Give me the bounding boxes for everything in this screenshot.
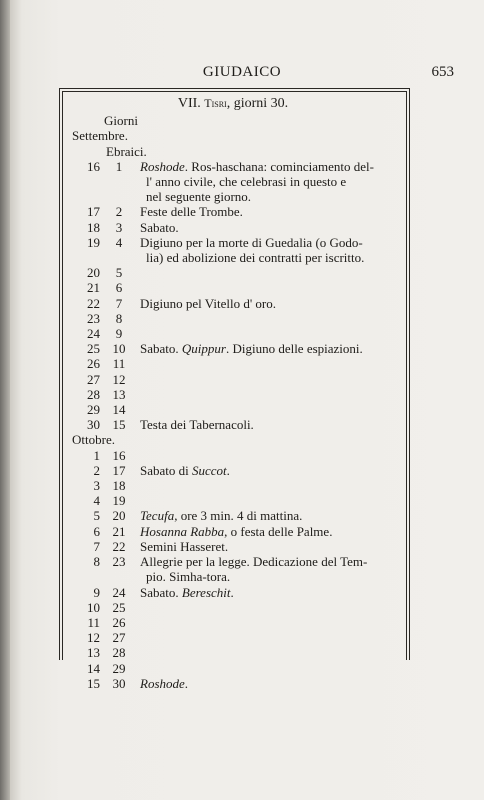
gregorian-day: 18 bbox=[87, 219, 100, 235]
gregorian-day: 24 bbox=[87, 326, 100, 342]
note-text: Allegrie per la legge. Dedicazione del Tem- bbox=[140, 554, 368, 570]
gregorian-day: 8 bbox=[93, 554, 100, 570]
note-italic: Bereschit bbox=[181, 584, 231, 600]
table-row bbox=[64, 296, 402, 311]
october-rows bbox=[64, 448, 402, 691]
hebrew-day: 12 bbox=[112, 371, 126, 387]
gregorian-day: 3 bbox=[93, 478, 100, 494]
day-note bbox=[138, 554, 402, 584]
gregorian-day: 7 bbox=[93, 538, 100, 554]
gregorian-day: 23 bbox=[87, 310, 100, 326]
hebrew-day: 30 bbox=[112, 675, 126, 691]
day-note bbox=[138, 463, 402, 478]
hebrew-day: 18 bbox=[112, 478, 126, 494]
gregorian-day: 1 bbox=[93, 447, 100, 463]
gregorian-day: 16 bbox=[87, 158, 100, 174]
note-italic: Tecufa bbox=[140, 508, 175, 524]
running-head-title: GIUDAICO bbox=[202, 64, 282, 80]
gregorian-day: 21 bbox=[87, 280, 100, 296]
hebrew-day: 28 bbox=[112, 645, 126, 661]
september-rows bbox=[64, 159, 402, 433]
hebrew-day: 24 bbox=[112, 584, 126, 600]
note-text: . Ros-haschana: cominciamento del- bbox=[184, 158, 374, 174]
month-title-suffix: , giorni 30. bbox=[226, 96, 289, 111]
day-note bbox=[138, 417, 402, 432]
calendar-table bbox=[64, 96, 402, 691]
gregorian-day: 26 bbox=[87, 356, 100, 372]
hebrew-day: 27 bbox=[112, 630, 126, 646]
gregorian-day: 25 bbox=[87, 341, 100, 357]
table-row bbox=[64, 220, 402, 235]
table-row bbox=[64, 204, 402, 219]
hebrew-day: 14 bbox=[112, 402, 126, 418]
table-row bbox=[64, 508, 402, 523]
hebrew-day: 7 bbox=[115, 295, 123, 311]
table-row bbox=[64, 585, 402, 600]
column-header-ottobre: Ottobre. bbox=[72, 432, 115, 448]
table-row bbox=[64, 539, 402, 554]
gregorian-day: 6 bbox=[93, 523, 100, 539]
hebrew-day: 25 bbox=[112, 599, 126, 615]
day-note bbox=[138, 676, 402, 691]
gregorian-day: 13 bbox=[87, 645, 100, 661]
hebrew-day: 9 bbox=[115, 326, 123, 342]
column-header-settembre: Settembre. bbox=[72, 128, 128, 144]
note-continuation: l' anno civile, che celebrasi in questo e bbox=[146, 174, 347, 190]
table-row bbox=[64, 463, 402, 478]
column-header-ebraici: Ebraici. bbox=[106, 143, 147, 159]
hebrew-day: 22 bbox=[112, 538, 126, 554]
gregorian-day: 17 bbox=[87, 204, 100, 220]
hebrew-day: 8 bbox=[115, 310, 123, 326]
note-text: , ore 3 min. 4 di mattina. bbox=[174, 508, 303, 524]
gregorian-day: 29 bbox=[87, 402, 100, 418]
table-row bbox=[64, 417, 402, 432]
table-row bbox=[64, 280, 402, 295]
page-number: 653 bbox=[431, 64, 454, 80]
note-text: Digiuno per la morte di Guedalia (o Godo- bbox=[140, 234, 363, 250]
table-row bbox=[64, 661, 402, 676]
gregorian-day: 2 bbox=[93, 462, 100, 478]
book-spine-shadow bbox=[0, 0, 10, 800]
gregorian-day: 28 bbox=[87, 386, 100, 402]
note-italic: Succot bbox=[192, 462, 227, 478]
note-italic: Hosanna Rabba bbox=[140, 523, 225, 539]
day-note bbox=[138, 341, 402, 356]
gregorian-day: 15 bbox=[87, 675, 100, 691]
month-title-prefix: VII. bbox=[177, 96, 205, 111]
note-continuation: nel seguente giorno. bbox=[146, 189, 252, 205]
table-row bbox=[64, 402, 402, 417]
note-text: . bbox=[184, 675, 189, 691]
note-continuation: pio. Simha-tora. bbox=[146, 569, 231, 585]
gregorian-day: 20 bbox=[87, 265, 100, 281]
note-text: . Digiuno delle espiazioni. bbox=[225, 341, 363, 357]
gregorian-day: 10 bbox=[87, 599, 100, 615]
day-note bbox=[138, 235, 402, 265]
gregorian-day: 27 bbox=[87, 371, 100, 387]
hebrew-day: 3 bbox=[115, 219, 123, 235]
table-row bbox=[64, 448, 402, 463]
hebrew-day: 6 bbox=[115, 280, 123, 296]
day-note bbox=[138, 524, 402, 539]
column-header-giorni: Giorni bbox=[104, 113, 138, 129]
gregorian-day: 22 bbox=[87, 295, 100, 311]
note-text: , o festa delle Palme. bbox=[224, 523, 333, 539]
note-italic: Quippur bbox=[181, 341, 226, 357]
month-title bbox=[64, 96, 402, 111]
day-note bbox=[138, 296, 402, 311]
note-text: . bbox=[230, 584, 234, 600]
table-row bbox=[64, 600, 402, 615]
day-note bbox=[138, 508, 402, 523]
hebrew-day: 21 bbox=[112, 523, 126, 539]
hebrew-day: 1 bbox=[115, 158, 123, 174]
note-text: Testa dei Tabernacoli. bbox=[140, 417, 254, 433]
gregorian-day: 14 bbox=[87, 660, 100, 676]
table-row bbox=[64, 372, 402, 387]
table-row bbox=[64, 645, 402, 660]
note-text: Sabato. bbox=[140, 219, 179, 235]
note-continuation: lia) ed abolizione dei contratti per iscritto. bbox=[146, 250, 365, 266]
hebrew-day: 17 bbox=[112, 462, 126, 478]
note-text: Semini Hasseret. bbox=[140, 538, 229, 554]
day-note bbox=[138, 539, 402, 554]
note-italic: Roshode bbox=[140, 158, 185, 174]
table-row bbox=[64, 341, 402, 356]
gregorian-day: 9 bbox=[93, 584, 100, 600]
note-text: Sabato di bbox=[140, 462, 192, 478]
hebrew-day: 11 bbox=[112, 356, 126, 372]
table-row bbox=[64, 356, 402, 371]
hebrew-day: 29 bbox=[112, 660, 126, 676]
note-text: . bbox=[226, 462, 230, 478]
note-text: Sabato. bbox=[140, 584, 182, 600]
hebrew-day: 4 bbox=[115, 234, 123, 250]
hebrew-day: 20 bbox=[112, 508, 126, 524]
table-row bbox=[64, 630, 402, 645]
hebrew-day: 5 bbox=[115, 265, 123, 281]
table-row bbox=[64, 676, 402, 691]
hebrew-day: 10 bbox=[112, 341, 126, 357]
table-row bbox=[64, 326, 402, 341]
table-row bbox=[64, 311, 402, 326]
table-row bbox=[64, 265, 402, 280]
day-note bbox=[138, 585, 402, 600]
table-row bbox=[64, 235, 402, 265]
table-row bbox=[64, 554, 402, 584]
day-note bbox=[138, 204, 402, 219]
gregorian-day: 11 bbox=[87, 614, 100, 630]
hebrew-day: 26 bbox=[112, 614, 126, 630]
hebrew-day: 16 bbox=[112, 447, 126, 463]
table-row bbox=[64, 524, 402, 539]
note-text: Digiuno pel Vitello d' oro. bbox=[140, 295, 277, 311]
gregorian-day: 5 bbox=[93, 508, 100, 524]
gregorian-day: 19 bbox=[87, 234, 100, 250]
note-text: Feste delle Trombe. bbox=[140, 204, 243, 220]
hebrew-day: 13 bbox=[112, 386, 126, 402]
day-note bbox=[138, 159, 402, 205]
table-row bbox=[64, 159, 402, 205]
note-italic: Roshode bbox=[140, 675, 185, 691]
month-title-name: Tisri bbox=[204, 96, 227, 110]
day-note bbox=[138, 220, 402, 235]
gregorian-day: 30 bbox=[87, 417, 100, 433]
table-row bbox=[64, 493, 402, 508]
hebrew-day: 2 bbox=[115, 204, 123, 220]
note-text: Sabato. bbox=[140, 341, 182, 357]
hebrew-day: 15 bbox=[112, 417, 126, 433]
gregorian-day: 12 bbox=[87, 630, 100, 646]
hebrew-day: 23 bbox=[112, 554, 126, 570]
table-row bbox=[64, 615, 402, 630]
gregorian-day: 4 bbox=[93, 493, 100, 509]
table-row bbox=[64, 478, 402, 493]
hebrew-day: 19 bbox=[112, 493, 126, 509]
table-row bbox=[64, 387, 402, 402]
